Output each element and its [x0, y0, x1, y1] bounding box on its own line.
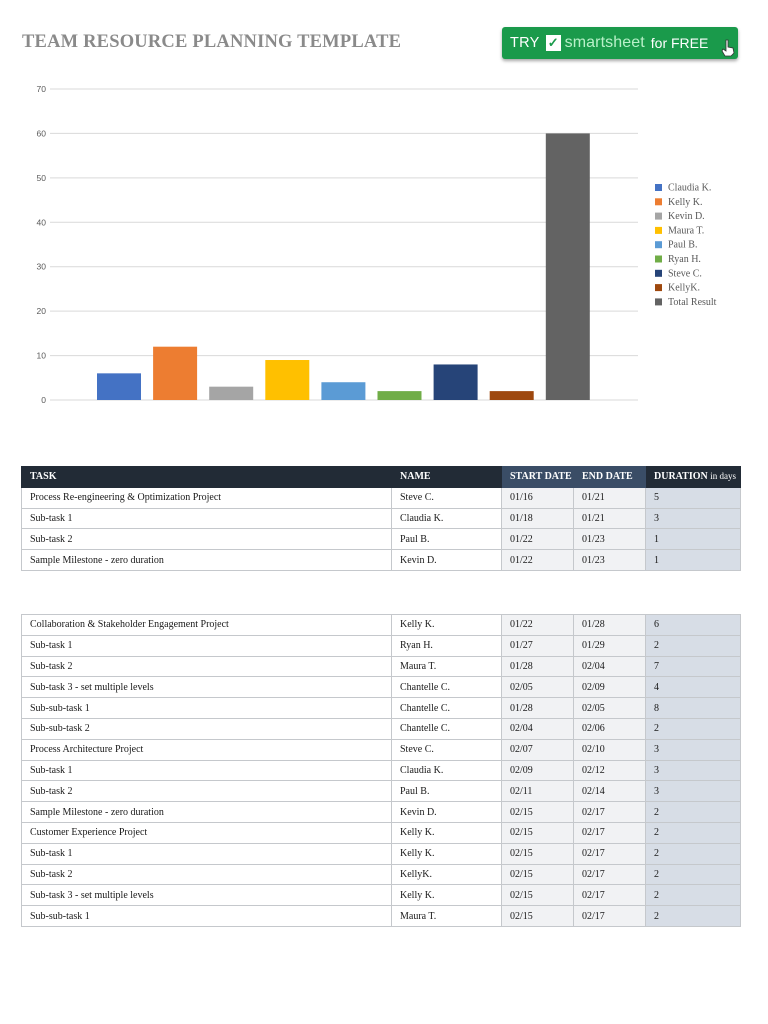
- promo-for-free-label: for FREE: [650, 35, 709, 51]
- legend-swatch: [655, 227, 662, 234]
- duration-cell: 2: [646, 864, 741, 885]
- task-cell: Sub-sub-task 1: [22, 906, 392, 927]
- y-tick-label: 0: [41, 395, 46, 405]
- promo-brand-label: smartsheet: [564, 34, 645, 51]
- task-cell: Collaboration & Stakeholder Engagement Project: [22, 615, 392, 636]
- table-row: [22, 781, 741, 802]
- end-date-cell: 02/14: [574, 781, 646, 802]
- legend-swatch: [655, 298, 662, 305]
- name-cell: Ryan H.: [392, 635, 502, 656]
- task-cell: Process Architecture Project: [22, 739, 392, 760]
- duration-cell: 7: [646, 656, 741, 677]
- task-cell: Sub-task 2: [22, 864, 392, 885]
- end-date-cell: 02/17: [574, 906, 646, 927]
- legend-swatch: [655, 241, 662, 248]
- name-cell: Chantelle C.: [392, 677, 502, 698]
- task-cell: Sub-task 1: [22, 760, 392, 781]
- duration-cell: 2: [646, 843, 741, 864]
- legend-label: Total Result: [668, 296, 717, 308]
- task-cell: Sample Milestone - zero duration: [22, 550, 392, 571]
- table-row: [22, 864, 741, 885]
- legend-label: Kelly K.: [668, 196, 703, 208]
- y-tick-label: 20: [36, 306, 46, 317]
- y-tick-label: 10: [36, 350, 46, 361]
- name-cell: Claudia K.: [392, 760, 502, 781]
- end-date-cell: 01/23: [574, 550, 646, 571]
- end-date-cell: 02/10: [574, 739, 646, 760]
- task-cell: Sample Milestone - zero duration: [22, 802, 392, 823]
- bar: [546, 133, 590, 400]
- table-row: [22, 718, 741, 739]
- col-header-task: TASK: [22, 467, 392, 488]
- end-date-cell: 02/12: [574, 760, 646, 781]
- task-table-header-group: [21, 466, 741, 571]
- duration-cell: 2: [646, 635, 741, 656]
- bar: [97, 373, 141, 400]
- end-date-cell: 01/21: [574, 487, 646, 508]
- legend-label: Steve C.: [668, 268, 702, 280]
- table-row: [22, 906, 741, 927]
- y-tick-label: 50: [36, 172, 46, 183]
- name-cell: Maura T.: [392, 906, 502, 927]
- duration-cell: 4: [646, 677, 741, 698]
- duration-cell: 8: [646, 698, 741, 719]
- legend-swatch: [655, 270, 662, 277]
- start-date-cell: 02/09: [502, 760, 574, 781]
- end-date-cell: 01/28: [574, 615, 646, 636]
- table-row: [22, 677, 741, 698]
- task-cell: Sub-task 1: [22, 635, 392, 656]
- table-row: [22, 843, 741, 864]
- duration-cell: 3: [646, 781, 741, 802]
- col-header-end-date: END DATE: [574, 467, 646, 488]
- start-date-cell: 01/28: [502, 656, 574, 677]
- promo-try-label: TRY: [510, 35, 540, 51]
- col-header-start-date: START DATE: [502, 467, 574, 488]
- table-row: [22, 487, 741, 508]
- table-row: [22, 802, 741, 823]
- duration-unit: in days: [710, 471, 736, 482]
- legend-label: Ryan H.: [668, 254, 701, 265]
- table-header-row: [22, 467, 741, 488]
- duration-cell: 2: [646, 822, 741, 843]
- table-row: [22, 698, 741, 719]
- end-date-cell: 02/17: [574, 864, 646, 885]
- end-date-cell: 02/17: [574, 822, 646, 843]
- start-date-cell: 01/18: [502, 508, 574, 529]
- name-cell: Kevin D.: [392, 802, 502, 823]
- end-date-cell: 01/23: [574, 529, 646, 550]
- start-date-cell: 02/15: [502, 843, 574, 864]
- legend-swatch: [655, 213, 662, 220]
- name-cell: KellyK.: [392, 864, 502, 885]
- duration-label: DURATION: [654, 471, 708, 483]
- bar: [490, 391, 534, 400]
- bar: [321, 382, 365, 400]
- start-date-cell: 01/27: [502, 635, 574, 656]
- bar: [434, 364, 478, 400]
- duration-cell: 6: [646, 615, 741, 636]
- table-row: [22, 550, 741, 571]
- task-cell: Customer Experience Project: [22, 822, 392, 843]
- legend-swatch: [655, 184, 662, 191]
- name-cell: Chantelle C.: [392, 698, 502, 719]
- start-date-cell: 02/15: [502, 906, 574, 927]
- y-tick-label: 70: [36, 84, 46, 94]
- duration-cell: 3: [646, 739, 741, 760]
- legend-swatch: [655, 198, 662, 205]
- legend-swatch: [655, 256, 662, 263]
- task-cell: Sub-task 2: [22, 529, 392, 550]
- legend-label: Claudia K.: [668, 182, 712, 194]
- start-date-cell: 02/15: [502, 864, 574, 885]
- name-cell: Kelly K.: [392, 615, 502, 636]
- y-tick-label: 60: [36, 128, 46, 139]
- start-date-cell: 02/11: [502, 781, 574, 802]
- start-date-cell: 02/15: [502, 802, 574, 823]
- duration-cell: 2: [646, 802, 741, 823]
- start-date-cell: 01/28: [502, 698, 574, 719]
- task-cell: Sub-task 2: [22, 656, 392, 677]
- col-header-name: NAME: [392, 467, 502, 488]
- start-date-cell: 02/04: [502, 718, 574, 739]
- name-cell: Paul B.: [392, 529, 502, 550]
- name-cell: Paul B.: [392, 781, 502, 802]
- name-cell: Maura T.: [392, 656, 502, 677]
- legend-swatch: [655, 284, 662, 291]
- end-date-cell: 01/29: [574, 635, 646, 656]
- checkmark-icon: ✓: [546, 35, 561, 51]
- start-date-cell: 01/16: [502, 487, 574, 508]
- name-cell: Claudia K.: [392, 508, 502, 529]
- start-date-cell: 01/22: [502, 615, 574, 636]
- end-date-cell: 02/06: [574, 718, 646, 739]
- task-cell: Sub-task 3 - set multiple levels: [22, 885, 392, 906]
- bar: [265, 360, 309, 400]
- end-date-cell: 02/17: [574, 802, 646, 823]
- duration-cell: 3: [646, 508, 741, 529]
- name-cell: Kelly K.: [392, 885, 502, 906]
- bar: [378, 391, 422, 400]
- table-row: [22, 822, 741, 843]
- task-table-group-2: [21, 614, 741, 927]
- table-row: [22, 529, 741, 550]
- y-tick-label: 40: [36, 217, 46, 228]
- task-cell: Sub-task 1: [22, 843, 392, 864]
- end-date-cell: 01/21: [574, 508, 646, 529]
- task-cell: Sub-sub-task 1: [22, 698, 392, 719]
- duration-cell: 2: [646, 906, 741, 927]
- end-date-cell: 02/05: [574, 698, 646, 719]
- page-title: TEAM RESOURCE PLANNING TEMPLATE: [22, 32, 402, 52]
- col-header-duration: [646, 467, 741, 488]
- duration-cell: 2: [646, 885, 741, 906]
- task-cell: Sub-task 3 - set multiple levels: [22, 677, 392, 698]
- start-date-cell: 02/07: [502, 739, 574, 760]
- name-cell: Kelly K.: [392, 822, 502, 843]
- table-row: [22, 656, 741, 677]
- duration-cell: 1: [646, 529, 741, 550]
- legend-label: Paul B.: [668, 239, 698, 251]
- name-cell: Steve C.: [392, 487, 502, 508]
- task-cell: Sub-task 2: [22, 781, 392, 802]
- start-date-cell: 02/15: [502, 885, 574, 906]
- duration-cell: 3: [646, 760, 741, 781]
- try-smartsheet-button[interactable]: [502, 27, 738, 59]
- name-cell: Chantelle C.: [392, 718, 502, 739]
- start-date-cell: 01/22: [502, 550, 574, 571]
- end-date-cell: 02/04: [574, 656, 646, 677]
- table-row: [22, 615, 741, 636]
- pointer-hand-icon: [721, 39, 735, 57]
- table-row: [22, 885, 741, 906]
- resource-chart: [0, 70, 768, 420]
- bar: [209, 387, 253, 400]
- start-date-cell: 02/05: [502, 677, 574, 698]
- legend-label: Kevin D.: [668, 211, 705, 223]
- name-cell: Kevin D.: [392, 550, 502, 571]
- end-date-cell: 02/17: [574, 843, 646, 864]
- end-date-cell: 02/09: [574, 677, 646, 698]
- task-cell: Sub-task 1: [22, 508, 392, 529]
- task-cell: Process Re-engineering & Optimization Project: [22, 487, 392, 508]
- start-date-cell: 02/15: [502, 822, 574, 843]
- duration-cell: 5: [646, 487, 741, 508]
- legend-label: KellyK.: [668, 282, 700, 294]
- y-tick-label: 30: [36, 261, 46, 272]
- duration-cell: 1: [646, 550, 741, 571]
- task-cell: Sub-sub-task 2: [22, 718, 392, 739]
- table-row: [22, 635, 741, 656]
- end-date-cell: 02/17: [574, 885, 646, 906]
- duration-cell: 2: [646, 718, 741, 739]
- name-cell: Kelly K.: [392, 843, 502, 864]
- table-row: [22, 739, 741, 760]
- legend-label: Maura T.: [668, 225, 705, 237]
- table-row: [22, 760, 741, 781]
- start-date-cell: 01/22: [502, 529, 574, 550]
- bar: [153, 347, 197, 400]
- name-cell: Steve C.: [392, 739, 502, 760]
- table-row: [22, 508, 741, 529]
